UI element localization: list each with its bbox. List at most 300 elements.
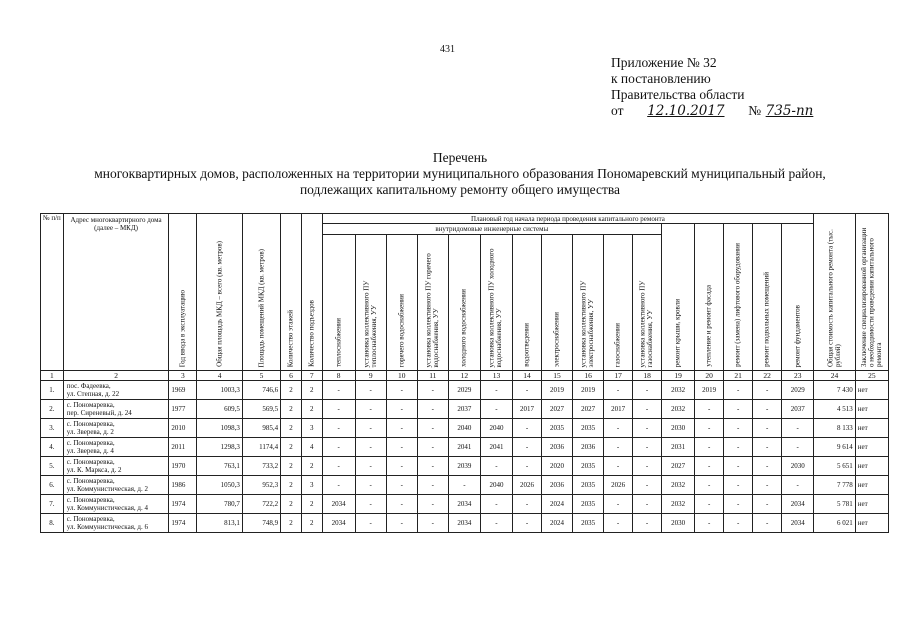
cell-c20: 2019 xyxy=(695,381,724,400)
header-electricity-text: электроснабжения xyxy=(552,311,561,367)
cell-c23: 2029 xyxy=(782,381,814,400)
column-number-row xyxy=(41,371,889,381)
cell-area: 569,5 xyxy=(242,400,280,419)
table-row xyxy=(41,381,889,400)
cell-c9: - xyxy=(355,438,386,457)
table-row xyxy=(41,400,889,419)
cell-c19: 2032 xyxy=(662,400,695,419)
houses-table xyxy=(40,213,889,533)
cell-c21: - xyxy=(724,419,753,438)
cell-ent: 2 xyxy=(301,495,322,514)
column-number: 19 xyxy=(662,371,695,381)
cell-c22: - xyxy=(753,495,782,514)
address-cell xyxy=(63,381,169,400)
cell-concl: нет xyxy=(855,514,888,533)
address-line-2: ул. Коммунистическая, д. 6 xyxy=(66,523,148,531)
from-label: от xyxy=(611,103,624,118)
cell-total: 1050,3 xyxy=(197,476,243,495)
header-hot-water-meter xyxy=(417,234,448,370)
header-hot-water-text: горячего водоснабжения xyxy=(397,293,405,367)
cell-c19: 2032 xyxy=(662,495,695,514)
cell-c13: - xyxy=(480,514,512,533)
address-line-1: с. Пономаревка, xyxy=(66,458,115,466)
address-line-2: ул. Зверева, д. 4 xyxy=(66,447,114,455)
cell-c8: - xyxy=(322,381,355,400)
cell-c9: - xyxy=(355,381,386,400)
cell-c21: - xyxy=(724,457,753,476)
header-num: № п/п xyxy=(41,214,64,371)
cell-c11: - xyxy=(417,476,448,495)
address-line-2: ул. Коммунистическая, д. 2 xyxy=(66,485,148,493)
cell-concl: нет xyxy=(855,495,888,514)
header-address: Адрес многоквартирного дома (далее – МКД) xyxy=(63,214,169,371)
cell-c12: 2034 xyxy=(448,495,480,514)
header-cost xyxy=(814,214,855,371)
cell-c14: - xyxy=(513,381,542,400)
column-number: 16 xyxy=(573,371,604,381)
header-heat-meter xyxy=(355,234,386,370)
cell-n: 7. xyxy=(41,495,64,514)
address-line-2: ул. Зверева, д. 2 xyxy=(66,428,114,436)
cell-ent: 2 xyxy=(301,381,322,400)
cell-c13: 2040 xyxy=(480,419,512,438)
cell-ent: 2 xyxy=(301,514,322,533)
cell-floors: 2 xyxy=(281,457,302,476)
cell-c11: - xyxy=(417,381,448,400)
cell-cost: 5 781 xyxy=(814,495,855,514)
cell-c11: - xyxy=(417,514,448,533)
cell-floors: 2 xyxy=(281,495,302,514)
cell-c12: 2029 xyxy=(448,381,480,400)
cell-cost: 7 778 xyxy=(814,476,855,495)
cell-cost: 6 021 xyxy=(814,514,855,533)
title-line-2: многоквартирных домов, расположенных на территории муниципального образования Пономаревский муниципальный район, xyxy=(94,166,826,181)
cell-c8: - xyxy=(322,476,355,495)
address-cell xyxy=(63,400,169,419)
header-facade xyxy=(695,224,724,371)
appendix-line-1: Приложение № 32 xyxy=(611,55,717,70)
cell-c13: - xyxy=(480,381,512,400)
cell-c20: - xyxy=(695,400,724,419)
cell-c19: 2032 xyxy=(662,381,695,400)
header-drainage-text: водоотведения xyxy=(522,323,531,367)
cell-c11: - xyxy=(417,495,448,514)
cell-c23: - xyxy=(782,419,814,438)
cell-c17: - xyxy=(604,419,633,438)
cell-c17: 2017 xyxy=(604,400,633,419)
cell-c10: - xyxy=(386,514,417,533)
cell-c8: - xyxy=(322,419,355,438)
cell-c9: - xyxy=(355,400,386,419)
header-year-text: Год ввода в эксплуатацию xyxy=(178,289,187,367)
cell-c11: - xyxy=(417,438,448,457)
address-line-2: ул. Коммунистическая, д. 4 xyxy=(66,504,148,512)
cell-c16: 2035 xyxy=(573,514,604,533)
cell-ent: 2 xyxy=(301,457,322,476)
cell-c15: 2027 xyxy=(542,400,573,419)
cell-c22: - xyxy=(753,400,782,419)
cell-concl: нет xyxy=(855,381,888,400)
cell-cost: 9 614 xyxy=(814,438,855,457)
cell-c13: - xyxy=(480,400,512,419)
cell-c10: - xyxy=(386,381,417,400)
cell-n: 5. xyxy=(41,457,64,476)
cell-c8: - xyxy=(322,400,355,419)
handwritten-date: 12.10.2017 xyxy=(647,103,725,119)
header-total-area xyxy=(197,214,243,371)
cell-n: 6. xyxy=(41,476,64,495)
cell-c14: - xyxy=(513,514,542,533)
address-line-1: с. Пономаревка, xyxy=(66,515,115,523)
cell-c15: 2036 xyxy=(542,476,573,495)
cell-c20: - xyxy=(695,495,724,514)
cell-c8: 2034 xyxy=(322,514,355,533)
cell-area: 733,2 xyxy=(242,457,280,476)
header-heating xyxy=(322,234,355,370)
header-cost-text: Общая стоимость капитального ремонта (тыс. рублей) xyxy=(826,229,842,367)
cell-c23: 2034 xyxy=(782,514,814,533)
table-row xyxy=(41,419,889,438)
cell-c18: - xyxy=(633,438,662,457)
header-cold-water-meter-text: установка коллективного ПУ холодного водоснабжения, УУ xyxy=(487,248,504,367)
handwritten-number: 735-пп xyxy=(765,103,814,119)
header-total-area-text: Общая площадь МКД – всего (кв. метров) xyxy=(214,241,223,367)
cell-c21: - xyxy=(724,514,753,533)
cell-floors: 2 xyxy=(281,381,302,400)
cell-c23: 2034 xyxy=(782,495,814,514)
cell-c21: - xyxy=(724,476,753,495)
address-line-2: ул. Степная, д. 22 xyxy=(66,390,120,398)
cell-ent: 3 xyxy=(301,419,322,438)
cell-c19: 2027 xyxy=(662,457,695,476)
cell-year: 1974 xyxy=(169,514,197,533)
header-cold-water-meter xyxy=(480,234,512,370)
column-number: 11 xyxy=(417,371,448,381)
cell-c21: - xyxy=(724,400,753,419)
cell-c23: - xyxy=(782,476,814,495)
cell-c20: - xyxy=(695,514,724,533)
cell-c22: - xyxy=(753,381,782,400)
header-premises-area-text: Площадь помещений МКД (кв. метров) xyxy=(256,248,265,367)
appendix-block xyxy=(611,55,815,119)
address-cell xyxy=(63,495,169,514)
cell-area: 985,4 xyxy=(242,419,280,438)
cell-total: 813,1 xyxy=(197,514,243,533)
cell-total: 609,5 xyxy=(197,400,243,419)
cell-c17: - xyxy=(604,381,633,400)
column-number: 14 xyxy=(513,371,542,381)
cell-n: 4. xyxy=(41,438,64,457)
cell-c23: 2037 xyxy=(782,400,814,419)
column-number: 24 xyxy=(814,371,855,381)
column-number: 7 xyxy=(301,371,322,381)
cell-cost: 4 513 xyxy=(814,400,855,419)
header-gas-meter xyxy=(633,234,662,370)
column-number: 8 xyxy=(322,371,355,381)
cell-area: 746,6 xyxy=(242,381,280,400)
cell-concl: нет xyxy=(855,476,888,495)
column-number: 13 xyxy=(480,371,512,381)
cell-c11: - xyxy=(417,400,448,419)
cell-c21: - xyxy=(724,381,753,400)
cell-c22: - xyxy=(753,438,782,457)
cell-total: 1098,3 xyxy=(197,419,243,438)
cell-concl: нет xyxy=(855,419,888,438)
cell-c10: - xyxy=(386,495,417,514)
header-heating-text: теплоснабжения xyxy=(333,318,342,367)
header-cold-water-text: холодного водоснабжения xyxy=(459,289,468,367)
column-number: 2 xyxy=(63,371,169,381)
cell-c18: - xyxy=(633,381,662,400)
table-row xyxy=(41,514,889,533)
cell-c21: - xyxy=(724,438,753,457)
cell-c17: - xyxy=(604,457,633,476)
cell-c20: - xyxy=(695,419,724,438)
cell-c17: 2026 xyxy=(604,476,633,495)
cell-c15: 2019 xyxy=(542,381,573,400)
cell-concl: нет xyxy=(855,457,888,476)
cell-n: 1. xyxy=(41,381,64,400)
cell-c19: 2030 xyxy=(662,419,695,438)
header-internal-systems: внутридомовые инженерные системы xyxy=(322,224,662,235)
cell-c9: - xyxy=(355,476,386,495)
cell-c9: - xyxy=(355,419,386,438)
address-cell xyxy=(63,419,169,438)
header-hot-water-meter-text: установка коллективного ПУ горячего водоснабжения, УУ xyxy=(424,252,440,367)
cell-floors: 2 xyxy=(281,419,302,438)
cell-total: 780,7 xyxy=(197,495,243,514)
header-year xyxy=(169,214,197,371)
column-number: 6 xyxy=(281,371,302,381)
column-number: 25 xyxy=(855,371,888,381)
column-number: 23 xyxy=(782,371,814,381)
appendix-line-2: к постановлению xyxy=(611,71,711,86)
header-gas xyxy=(604,234,633,370)
cell-c12: 2039 xyxy=(448,457,480,476)
header-roof-text: ремонт крыши, кровли xyxy=(673,298,682,367)
cell-c11: - xyxy=(417,419,448,438)
cell-c21: - xyxy=(724,495,753,514)
cell-c13: - xyxy=(480,495,512,514)
cell-c14: 2026 xyxy=(513,476,542,495)
cell-area: 952,3 xyxy=(242,476,280,495)
header-heat-meter-text: установка коллективного ПУ теплоснабжения, УУ xyxy=(362,280,378,367)
address-cell xyxy=(63,438,169,457)
cell-c13: 2041 xyxy=(480,438,512,457)
cell-year: 1970 xyxy=(169,457,197,476)
header-hot-water xyxy=(386,234,417,370)
cell-c18: - xyxy=(633,419,662,438)
cell-year: 2010 xyxy=(169,419,197,438)
column-number: 15 xyxy=(542,371,573,381)
cell-c20: - xyxy=(695,476,724,495)
cell-c16: 2019 xyxy=(573,381,604,400)
header-conclusion-text: Заключение специализированной организации о необходимости проведения капитального ремонта xyxy=(859,227,883,367)
cell-c22: - xyxy=(753,457,782,476)
header-drainage xyxy=(513,234,542,370)
cell-floors: 2 xyxy=(281,400,302,419)
cell-floors: 2 xyxy=(281,514,302,533)
number-label: № xyxy=(748,103,762,118)
header-electricity xyxy=(542,234,573,370)
cell-c22: - xyxy=(753,476,782,495)
cell-cost: 8 133 xyxy=(814,419,855,438)
header-elevator xyxy=(724,224,753,371)
column-number: 10 xyxy=(386,371,417,381)
cell-c12: 2041 xyxy=(448,438,480,457)
column-number: 9 xyxy=(355,371,386,381)
cell-cost: 5 651 xyxy=(814,457,855,476)
header-facade-text: утепление и ремонт фасада xyxy=(704,285,713,367)
cell-c20: - xyxy=(695,438,724,457)
cell-c18: - xyxy=(633,476,662,495)
cell-c23: 2030 xyxy=(782,457,814,476)
cell-c15: 2036 xyxy=(542,438,573,457)
cell-area: 722,2 xyxy=(242,495,280,514)
column-number: 3 xyxy=(169,371,197,381)
header-elevator-text: ремонт (замена) лифтового оборудования xyxy=(733,243,742,367)
cell-c18: - xyxy=(633,400,662,419)
column-number: 1 xyxy=(41,371,64,381)
cell-total: 1298,3 xyxy=(197,438,243,457)
header-conclusion xyxy=(855,214,888,371)
cell-c22: - xyxy=(753,419,782,438)
cell-c17: - xyxy=(604,438,633,457)
header-entrances-text: Количество подъездов xyxy=(306,300,315,367)
cell-concl: нет xyxy=(855,400,888,419)
title-line-1: Перечень xyxy=(432,150,488,165)
cell-year: 1969 xyxy=(169,381,197,400)
cell-ent: 4 xyxy=(301,438,322,457)
address-line-1: с. Пономаревка, xyxy=(66,401,115,409)
header-cold-water xyxy=(448,234,480,370)
cell-c9: - xyxy=(355,457,386,476)
page-number: 431 xyxy=(440,44,455,55)
table-row xyxy=(41,457,889,476)
header-foundation xyxy=(782,224,814,371)
column-number: 22 xyxy=(753,371,782,381)
cell-c17: - xyxy=(604,514,633,533)
address-line-1: с. Пономаревка, xyxy=(66,420,115,428)
address-line-2: ул. К. Маркса, д. 2 xyxy=(66,466,122,474)
cell-c14: - xyxy=(513,438,542,457)
appendix-date-line xyxy=(611,103,815,119)
cell-c23: - xyxy=(782,438,814,457)
address-line-2: пер. Сиреневый, д. 24 xyxy=(66,409,132,417)
cell-c8: - xyxy=(322,438,355,457)
cell-c8: 2034 xyxy=(322,495,355,514)
header-premises-area xyxy=(242,214,280,371)
cell-c15: 2020 xyxy=(542,457,573,476)
cell-c14: 2017 xyxy=(513,400,542,419)
cell-c13: 2040 xyxy=(480,476,512,495)
header-entrances xyxy=(301,214,322,371)
cell-c15: 2024 xyxy=(542,514,573,533)
column-number: 20 xyxy=(695,371,724,381)
cell-c16: 2036 xyxy=(573,438,604,457)
cell-c8: - xyxy=(322,457,355,476)
address-cell xyxy=(63,476,169,495)
cell-area: 1174,4 xyxy=(242,438,280,457)
cell-c10: - xyxy=(386,438,417,457)
cell-year: 1986 xyxy=(169,476,197,495)
cell-area: 748,9 xyxy=(242,514,280,533)
cell-year: 2011 xyxy=(169,438,197,457)
cell-c15: 2024 xyxy=(542,495,573,514)
cell-ent: 3 xyxy=(301,476,322,495)
header-gas-meter-text: установка коллективного ПУ газоснабжения, УУ xyxy=(638,280,655,367)
cell-total: 1003,3 xyxy=(197,381,243,400)
column-number: 5 xyxy=(242,371,280,381)
address-line-1: пос. Фадеевка, xyxy=(66,382,111,390)
cell-c13: - xyxy=(480,457,512,476)
document-title xyxy=(60,150,860,198)
cell-n: 3. xyxy=(41,419,64,438)
header-electricity-meter-text: установка коллективного ПУ электроснабжения, УУ xyxy=(579,280,596,367)
header-basement xyxy=(753,224,782,371)
cell-year: 1974 xyxy=(169,495,197,514)
cell-c10: - xyxy=(386,400,417,419)
header-roof xyxy=(662,224,695,371)
cell-c16: 2027 xyxy=(573,400,604,419)
cell-n: 8. xyxy=(41,514,64,533)
cell-floors: 2 xyxy=(281,438,302,457)
cell-total: 763,1 xyxy=(197,457,243,476)
cell-c19: 2031 xyxy=(662,438,695,457)
header-gas-text: газоснабжения xyxy=(613,322,622,367)
cell-c22: - xyxy=(753,514,782,533)
column-number: 18 xyxy=(633,371,662,381)
column-number: 21 xyxy=(724,371,753,381)
cell-c19: 2032 xyxy=(662,476,695,495)
address-cell xyxy=(63,457,169,476)
cell-concl: нет xyxy=(855,438,888,457)
cell-c14: - xyxy=(513,457,542,476)
cell-c12: 2040 xyxy=(448,419,480,438)
header-basement-text: ремонт подвальных помещений xyxy=(762,272,771,367)
cell-c11: - xyxy=(417,457,448,476)
cell-c10: - xyxy=(386,476,417,495)
table-row xyxy=(41,438,889,457)
address-line-1: с. Пономаревка, xyxy=(66,439,115,447)
cell-c12: 2034 xyxy=(448,514,480,533)
cell-c19: 2030 xyxy=(662,514,695,533)
cell-floors: 2 xyxy=(281,476,302,495)
cell-c10: - xyxy=(386,419,417,438)
header-foundation-text: ремонт фундаментов xyxy=(792,304,801,367)
cell-c12: - xyxy=(448,476,480,495)
cell-c14: - xyxy=(513,495,542,514)
cell-c20: - xyxy=(695,457,724,476)
cell-c16: 2035 xyxy=(573,457,604,476)
cell-n: 2. xyxy=(41,400,64,419)
column-number: 4 xyxy=(197,371,243,381)
cell-ent: 2 xyxy=(301,400,322,419)
cell-c16: 2035 xyxy=(573,476,604,495)
cell-c9: - xyxy=(355,514,386,533)
cell-c9: - xyxy=(355,495,386,514)
address-line-1: с. Пономаревка, xyxy=(66,477,115,485)
cell-year: 1977 xyxy=(169,400,197,419)
cell-c18: - xyxy=(633,457,662,476)
header-electricity-meter xyxy=(573,234,604,370)
cell-c17: - xyxy=(604,495,633,514)
column-number: 17 xyxy=(604,371,633,381)
address-cell xyxy=(63,514,169,533)
cell-cost: 7 430 xyxy=(814,381,855,400)
cell-c10: - xyxy=(386,457,417,476)
cell-c15: 2035 xyxy=(542,419,573,438)
